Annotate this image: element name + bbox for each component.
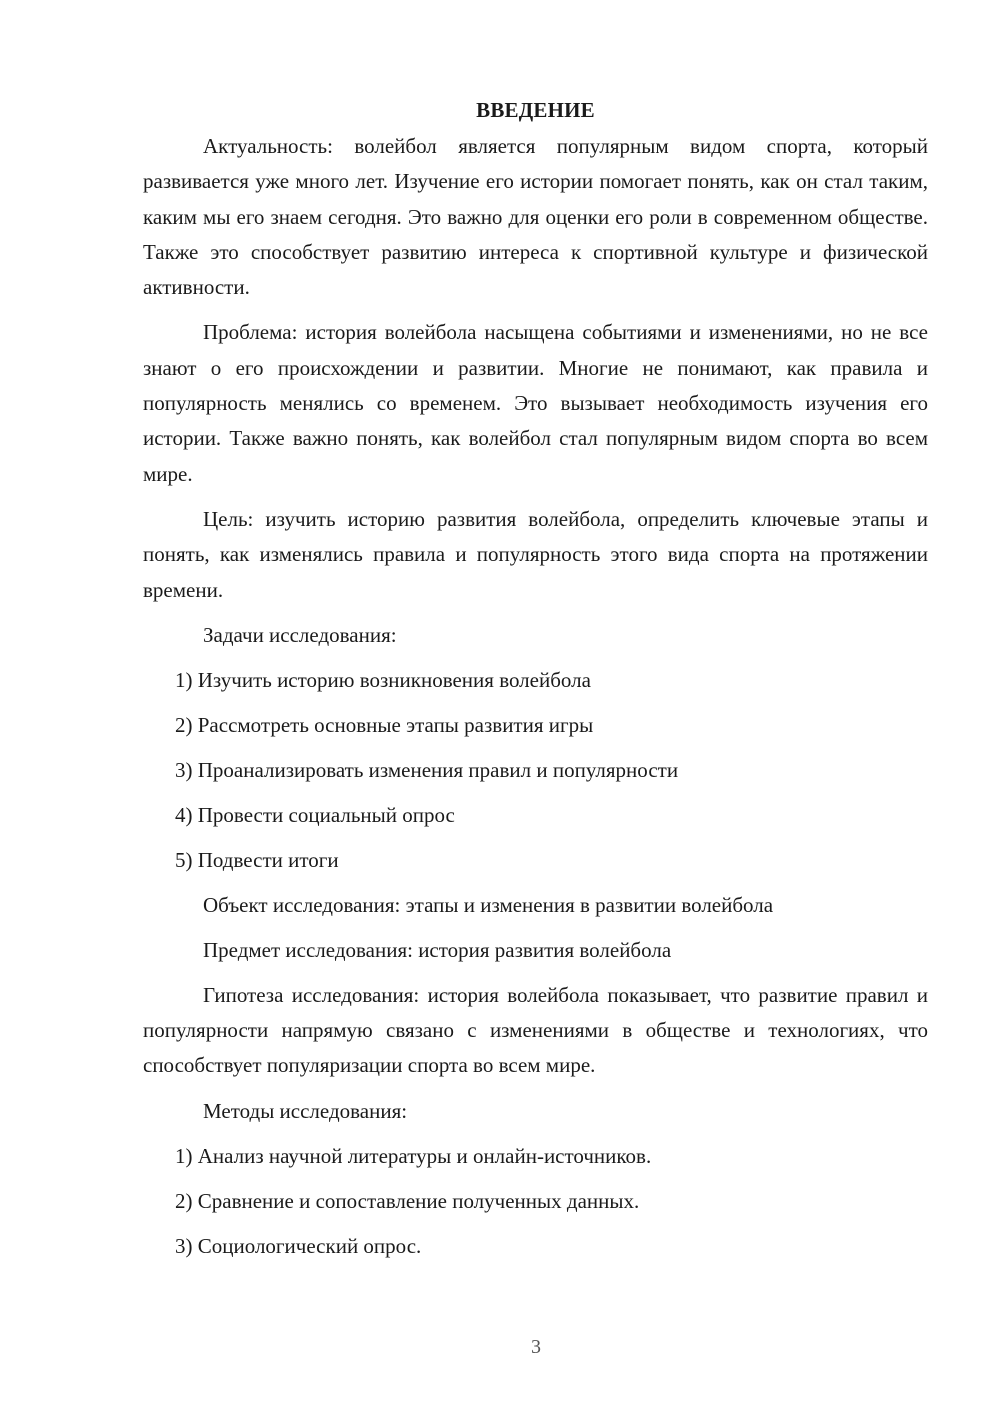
task-item: 2) Рассмотреть основные этапы развития игры: [175, 712, 594, 737]
task-item: 5) Подвести итоги: [175, 847, 339, 872]
research-subject: Предмет исследования: история развития волейбола: [203, 937, 672, 962]
document-page: [143, 95, 928, 1274]
hypothesis-paragraph: Гипотеза исследования: история волейбола показывает, что развитие правил и популярности напрямую связано с изменениями в обществе и технологиях, что способствует популяризации спорта во всем мире.: [143, 982, 928, 1078]
methods-title: Методы исследования:: [203, 1098, 408, 1123]
goal-paragraph: Цель: изучить историю развития волейбола, определить ключевые этапы и понять, как изменялись правила и популярность этого вида спорта на протяжении времени.: [143, 506, 928, 602]
research-object: Объект исследования: этапы и изменения в развитии волейбола: [203, 892, 774, 917]
task-item: 3) Проанализировать изменения правил и популярности: [175, 757, 679, 782]
problem-paragraph: Проблема: история волейбола насыщена событиями и изменениями, но не все знают о его происхождении и развитии. Многие не понимают, как правила и популярность менялись со временем. Это вызывает необходимость изучения его истории. Также важно понять, как волейбол стал популярным видом спорта во всем мире.: [143, 320, 928, 486]
tasks-title: Задачи исследования:: [203, 622, 397, 647]
method-item: 1) Анализ научной литературы и онлайн-источников.: [175, 1143, 652, 1168]
task-item: 1) Изучить историю возникновения волейбола: [175, 667, 591, 692]
section-heading: ВВЕДЕНИЕ: [476, 98, 595, 122]
relevance-paragraph: Актуальность: волейбол является популярным видом спорта, который развивается уже много лет. Изучение его истории помогает понять, как он стал таким, каким мы его знаем сегодня. Это важно для оценки его роли в современном обществе. Также это способствует развитию интереса к спортивной культуре и физической активности.: [143, 134, 928, 300]
task-item: 4) Провести социальный опрос: [175, 802, 455, 827]
page-number: 3: [531, 1336, 541, 1358]
method-item: 3) Социологический опрос.: [175, 1233, 422, 1258]
method-item: 2) Сравнение и сопоставление полученных данных.: [175, 1188, 640, 1213]
